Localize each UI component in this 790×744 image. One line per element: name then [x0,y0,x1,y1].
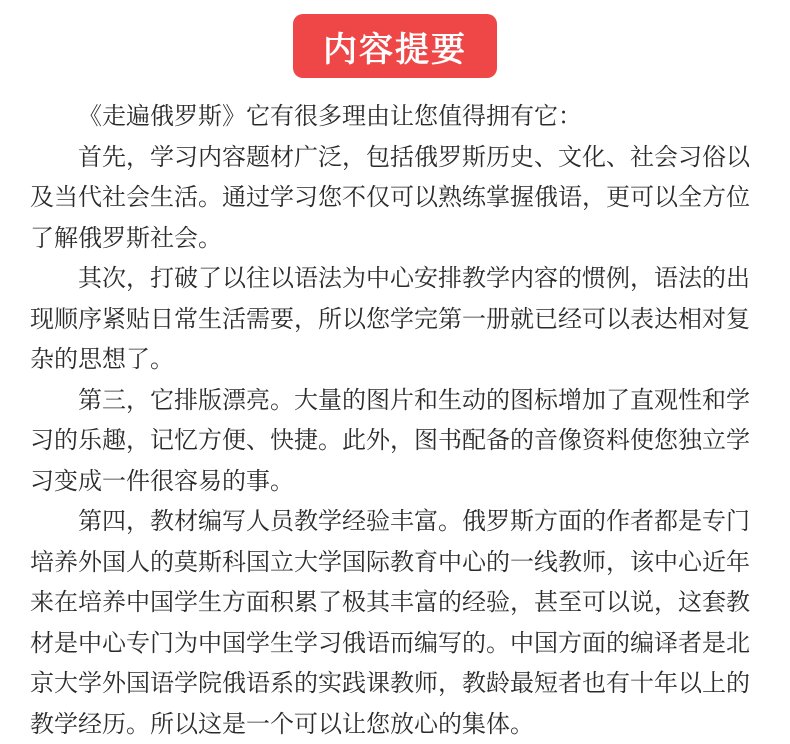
paragraph-third: 第三，它排版漂亮。大量的图片和生动的图标增加了直观性和学习的乐趣，记忆方便、快捷。此外，图书配备的音像资料使您独立学习变成一件很容易的事。 [30,385,750,495]
paragraph-second: 其次，打破了以往以语法为中心安排教学内容的惯例，语法的出现顺序紧贴日常生活需要，所以您学完第一册就已经可以表达相对复杂的思想了。 [30,264,750,373]
paragraph-intro: 《走遍俄罗斯》它有很多理由让您值得拥有它： [78,102,582,130]
title-area [0,14,790,78]
paragraph-fourth: 第四，教材编写人员教学经验丰富。俄罗斯方面的作者都是专门培养外国人的莫斯科国立大学国际教育中心的一线教师，该中心近年来在培养中国学生方面积累了极其丰富的经验，甚至可以说，这套教材是中心专门为中国学生学习俄语而编写的。中国方面的编译者是北京大学外国语学院俄语系的实践课教师，教龄最短者也有十年以上的教学经历。所以这是一个可以让您放心的集体。 [30,507,750,738]
paragraph-first: 首先，学习内容题材广泛，包括俄罗斯历史、文化、社会习俗以及当代社会生活。通过学习您不仅可以熟练掌握俄语，更可以全方位了解俄罗斯社会。 [30,142,750,252]
summary-content [30,96,764,744]
section-title-badge: 内容提要 [293,14,497,78]
